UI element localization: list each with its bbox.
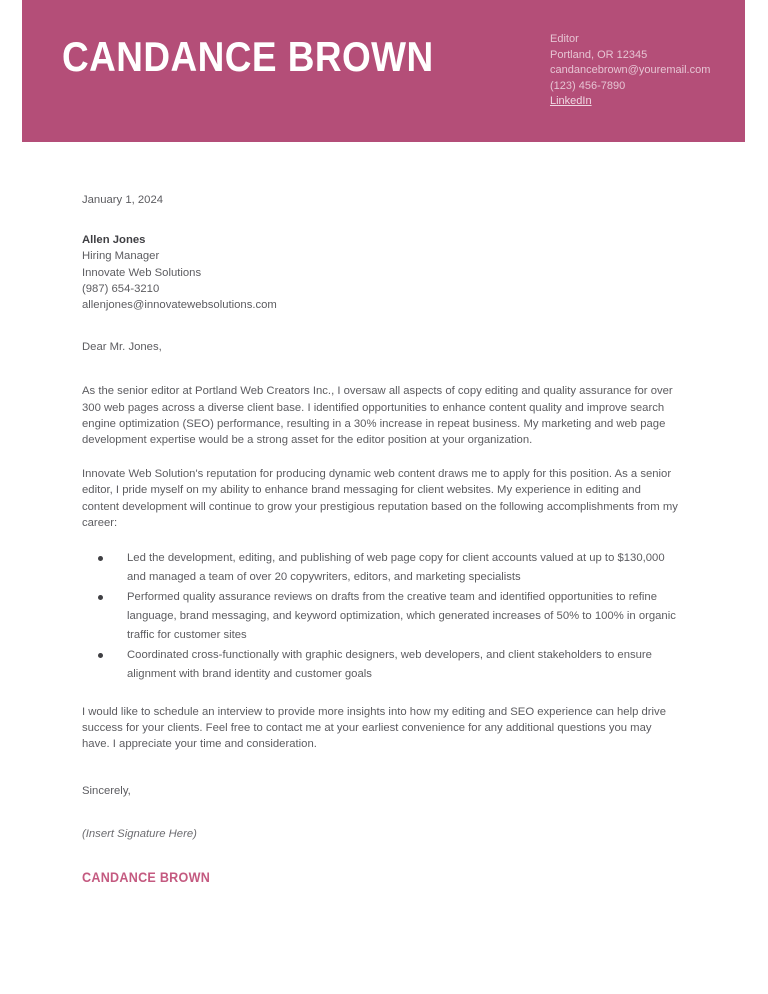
bullet-point-icon [98,653,103,658]
linkedin-link[interactable]: LinkedIn [550,95,592,107]
bullet-point-icon [98,556,103,561]
recipient-email: allenjones@innovatewebsolutions.com [82,299,277,312]
letter-paragraph-1: As the senior editor at Portland Web Creators Inc., I oversaw all aspects of copy editing and quality assurance for over 300 web pages across a diverse client base. I identified opportunities to enhance content quality and improve search engine optimization (SEO) performance, resulting in a 30% increase in repeat business. My marketing and web page development expertise would be a strong asset for the editor position at your organization. [82,385,673,447]
contact-location: Portland, OR 12345 [550,48,648,61]
recipient-phone: (987) 654-3210 [82,282,160,295]
recipient-block [82,232,678,313]
list-item [82,646,678,684]
header-band [22,0,745,142]
contact-email: candancebrown@youremail.com [550,64,711,76]
recipient-company: Innovate Web Solutions [82,266,202,279]
recipient-name: Allen Jones [82,234,146,247]
accomplishments-list [82,549,678,684]
letter-signoff: Sincerely, [82,784,131,797]
letter-paragraph-2: Innovate Web Solution's reputation for producing dynamic web content draws me to apply for this position. As a senior editor, I pride myself on my ability to enhance brand messaging for client websites. My experience in editing and content development will continue to grow your prestigious reputation based on the following accomplishments from my career: [82,468,678,529]
applicant-name-heading: CANDANCE BROWN [62,33,434,80]
letter-paragraph-3: I would like to schedule an interview to provide more insights into how my editing and SEO experience can help drive success for your clients. Feel free to contact me at your earliest convenience for any additional questions you may have. I appreciate your time and consideration. [82,706,666,751]
recipient-title: Hiring Manager [82,250,160,263]
list-item-text: Coordinated cross-functionally with graphic designers, web developers, and client stakeholders to ensure alignment with brand identity and customer goals [127,649,652,681]
contact-job-title: Editor [550,33,579,45]
contact-phone: (123) 456-7890 [550,79,626,92]
letter-date: January 1, 2024 [82,194,164,206]
header-contact-block [550,32,710,110]
list-item [82,588,678,645]
list-item-text: Performed quality assurance reviews on drafts from the creative team and identified opportunities to refine language, brand messaging, and keyword optimization, which generated increases of 50% to 100% in organic traffic for customer sites [127,591,676,642]
letter-body [82,192,678,886]
bullet-point-icon [98,595,103,600]
signature-name: CANDANCE BROWN [82,870,211,886]
list-item [82,549,678,587]
list-item-text: Led the development, editing, and publishing of web page copy for client accounts valued at up to $130,000 and managed a team of over 20 copywriters, editors, and marketing specialists [127,552,665,584]
letter-salutation: Dear Mr. Jones, [82,341,162,354]
signature-placeholder: (Insert Signature Here) [82,827,197,840]
